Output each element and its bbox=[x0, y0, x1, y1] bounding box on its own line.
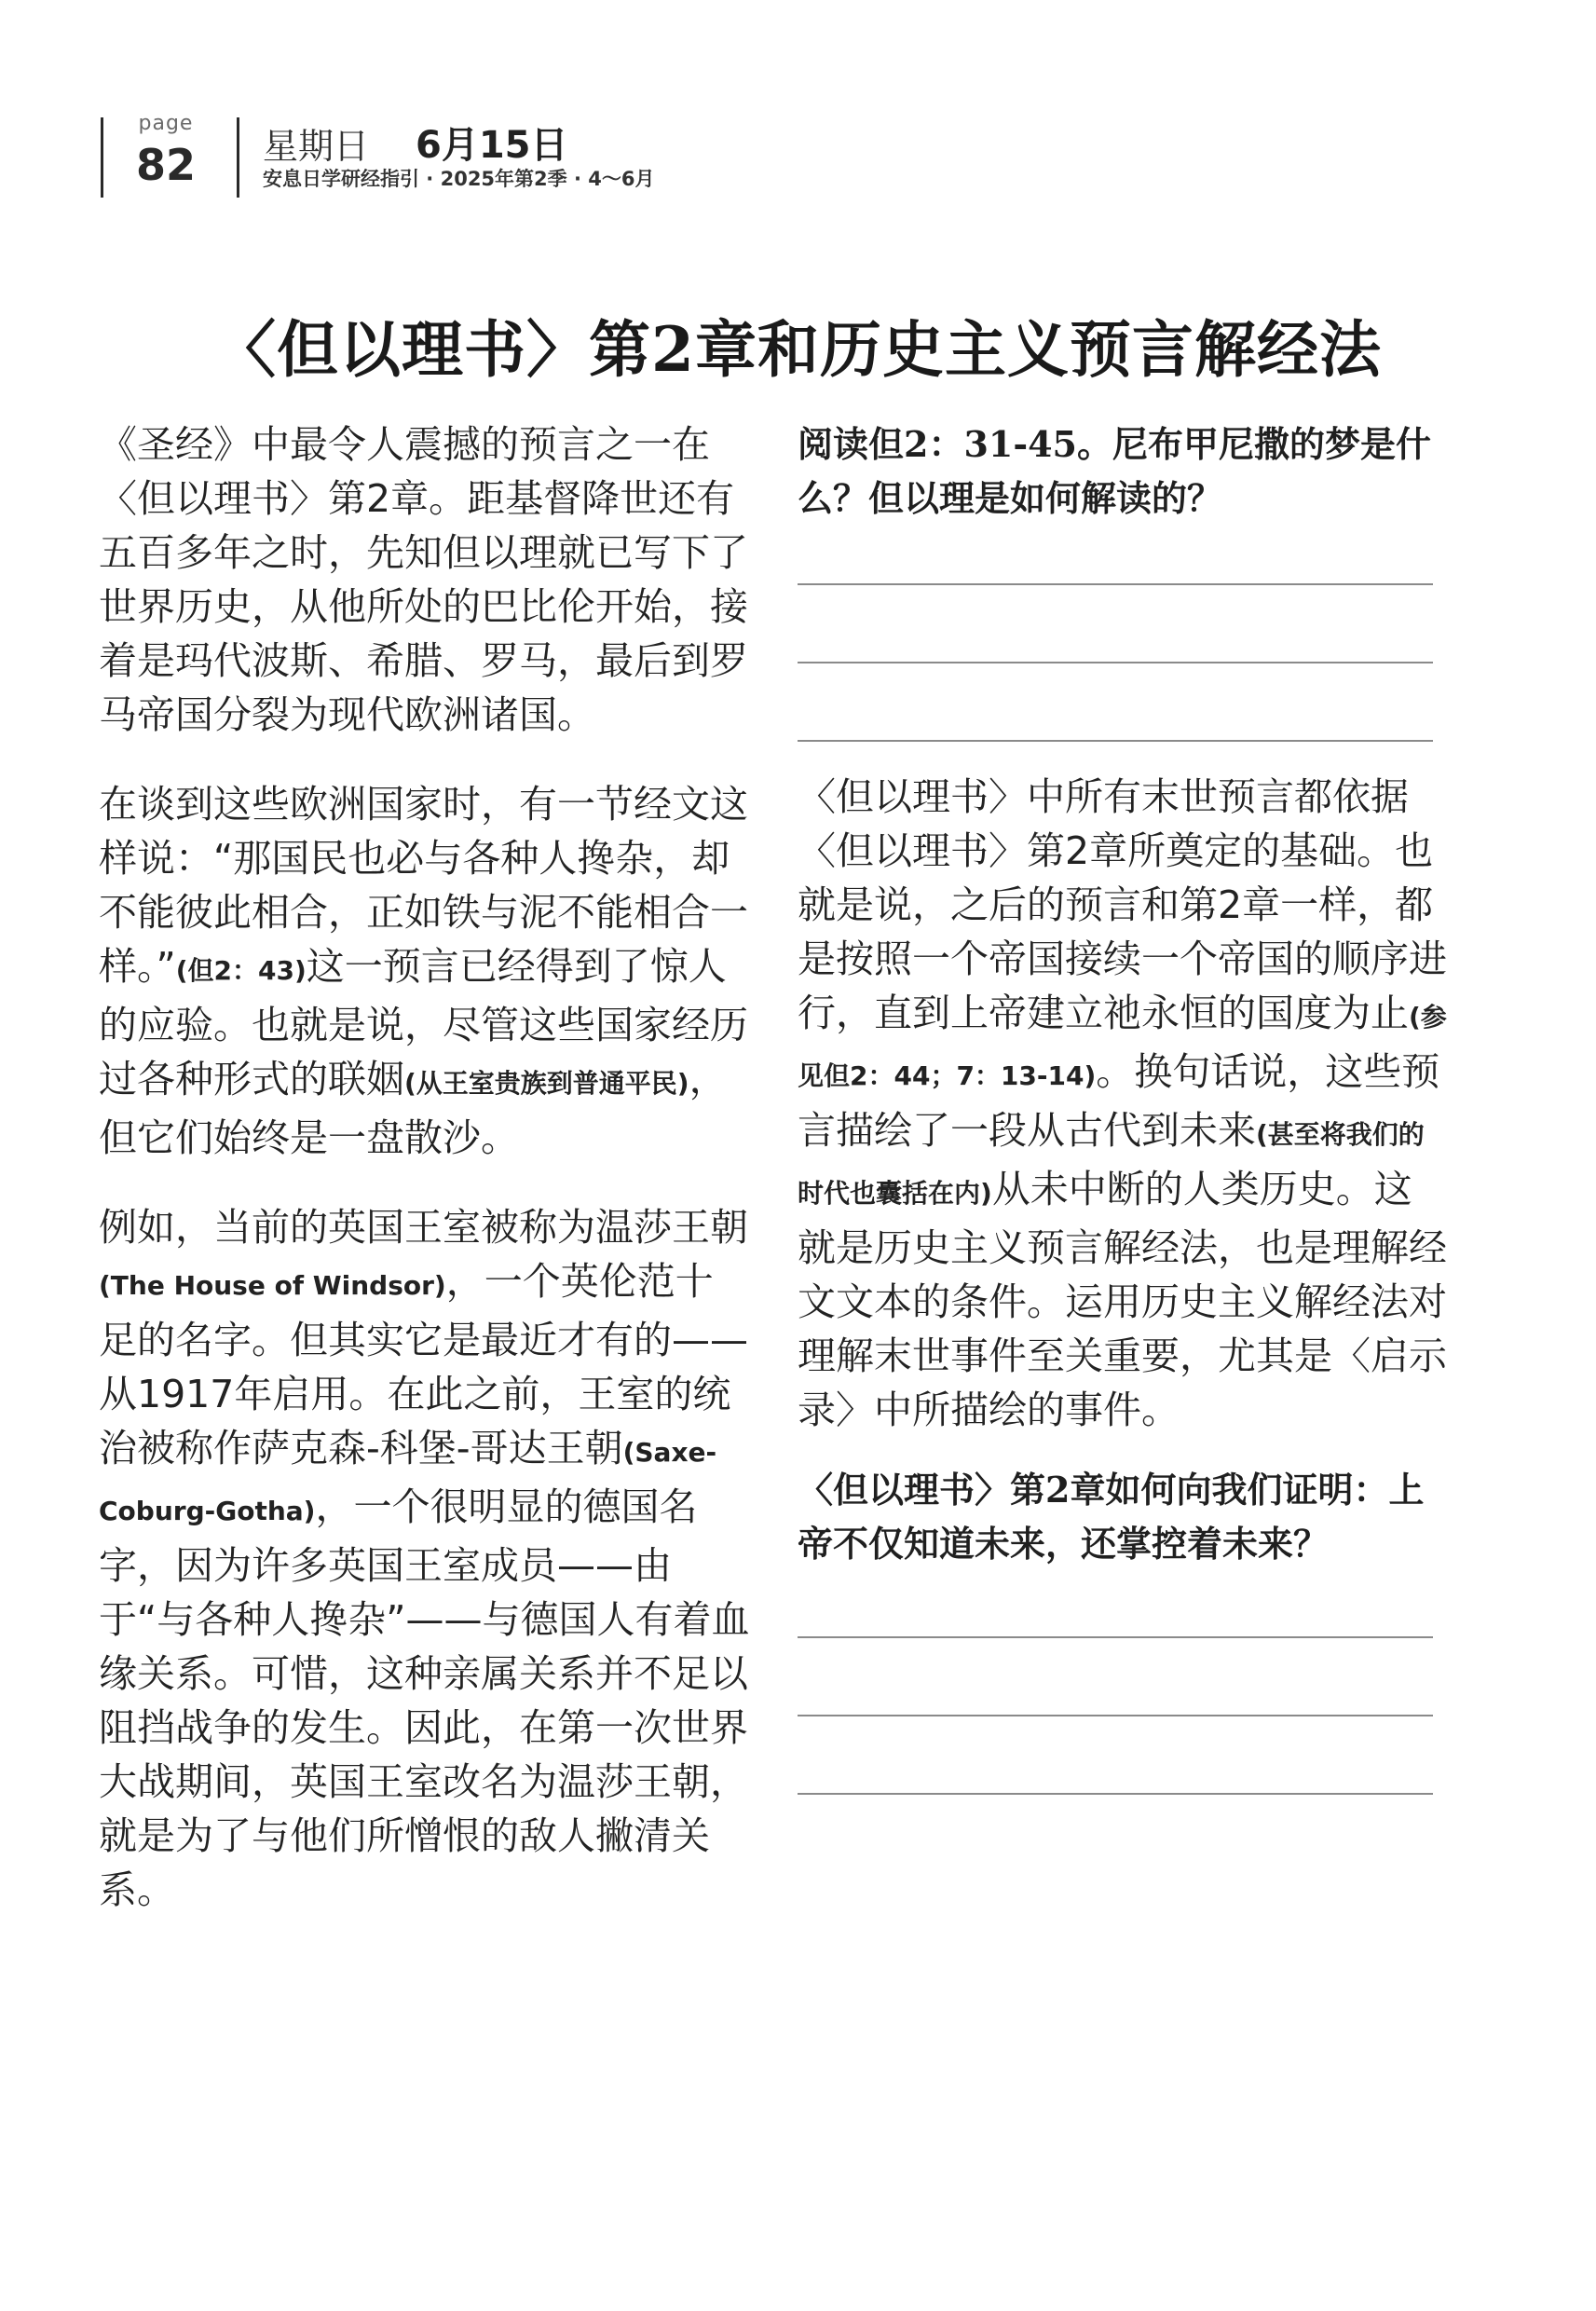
right-column bbox=[798, 417, 1450, 1795]
paragraph-3-note-2: (Saxe-Coburg-Gotha) bbox=[99, 1437, 717, 1526]
header-day: 星期日 bbox=[263, 126, 370, 167]
scripture-reference: (但2：43) bbox=[175, 955, 307, 986]
question-2: 〈但以理书〉第2章如何向我们证明：上帝不仅知道未来，还掌控着未来？ bbox=[798, 1469, 1425, 1565]
answer-line-6[interactable] bbox=[798, 1793, 1433, 1795]
paragraph-3-text-c: ，一个很明显的德国名字，因为许多英国王室成员——由于“与各种人搀杂”——与德国人有着血缘关系。可惜，这种亲属关系并不足以阻挡战争的发生。因此，在第一次世界大战期间，英国王室改名为温莎王朝，就是为了与他们所憎恨的敌人撇清关系。 bbox=[99, 1484, 750, 1912]
paragraph-2-text-b: 这一预言已经得到了惊人的应验。也就是说，尽管这些国家经历过各种形式的联姻 bbox=[99, 944, 748, 1101]
right-scripture-reference: (参见但2：44；7：13-14) bbox=[798, 1002, 1447, 1091]
paragraph-1-text: 《圣经》中最令人震撼的预言之一在〈但以理书〉第2章。距基督降世还有五百多年之时，先知但以理就已写下了世界历史，从他所处的巴比伦开始，接着是玛代波斯、希腊、罗马，最后到罗马帝国分裂为现代欧洲诸国。 bbox=[99, 422, 748, 737]
lesson-title: 〈但以理书〉第2章和历史主义预言解经法 bbox=[214, 313, 1382, 386]
right-paragraph-text-c: 从未中断的人类历史。这就是历史主义预言解经法，也是理解经文文本的条件。运用历史主义解经法对理解末世事件至关重要，尤其是〈启示录〉中所描绘的事件。 bbox=[798, 1167, 1447, 1432]
paragraph-2-note: (从王室贵族到普通平民) bbox=[404, 1068, 689, 1099]
right-paragraph-text-b: 。换句话说，这些预言描绘了一段从古代到未来 bbox=[798, 1049, 1440, 1153]
paragraph-2 bbox=[99, 777, 751, 1165]
header-subtitle: 安息日学研经指引 · 2025年第2季 · 4～6月 bbox=[263, 168, 655, 190]
header-divider-right bbox=[237, 117, 239, 198]
paragraph-2-text-c: ，但它们始终是一盘散沙。 bbox=[99, 1057, 728, 1160]
header-date: 6月15日 bbox=[416, 124, 568, 167]
right-paragraph-text-a: 〈但以理书〉中所有末世预言都依据〈但以理书〉第2章所奠定的基础。也就是说，之后的预言和第2章一样，都是按照一个帝国接续一个帝国的顺序进行，直到上帝建立祂永恒的国度为止 bbox=[798, 774, 1447, 1035]
paragraph-3 bbox=[99, 1200, 751, 1917]
right-paragraph bbox=[798, 770, 1450, 1437]
left-column bbox=[99, 417, 751, 1952]
paragraph-3-text-a: 例如，当前的英国王室被称为温莎王朝 bbox=[99, 1205, 748, 1250]
page-label: page bbox=[138, 112, 194, 135]
right-paragraph-note: (甚至将我们的时代也囊括在内) bbox=[798, 1119, 1425, 1209]
header-divider-left bbox=[101, 117, 103, 198]
paragraph-2-text-a: 在谈到这些欧洲国家时，有一节经文这样说：“那国民也必与各种人搀杂，却不能彼此相合，正如铁与泥不能相合一样。” bbox=[99, 782, 748, 989]
paragraph-1 bbox=[99, 417, 751, 742]
page-number: 82 bbox=[135, 140, 196, 190]
paragraph-3-note-1: (The House of Windsor) bbox=[99, 1270, 446, 1301]
question-1: 阅读但2：31-45。尼布甲尼撒的梦是什么？但以理是如何解读的？ bbox=[798, 423, 1431, 519]
paragraph-3-text-b: ，一个英伦范十足的名字。但其实它是最近才有的——从1917年启用。在此之前，王室的统治被称作萨克森-科堡-哥达王朝 bbox=[99, 1259, 748, 1470]
